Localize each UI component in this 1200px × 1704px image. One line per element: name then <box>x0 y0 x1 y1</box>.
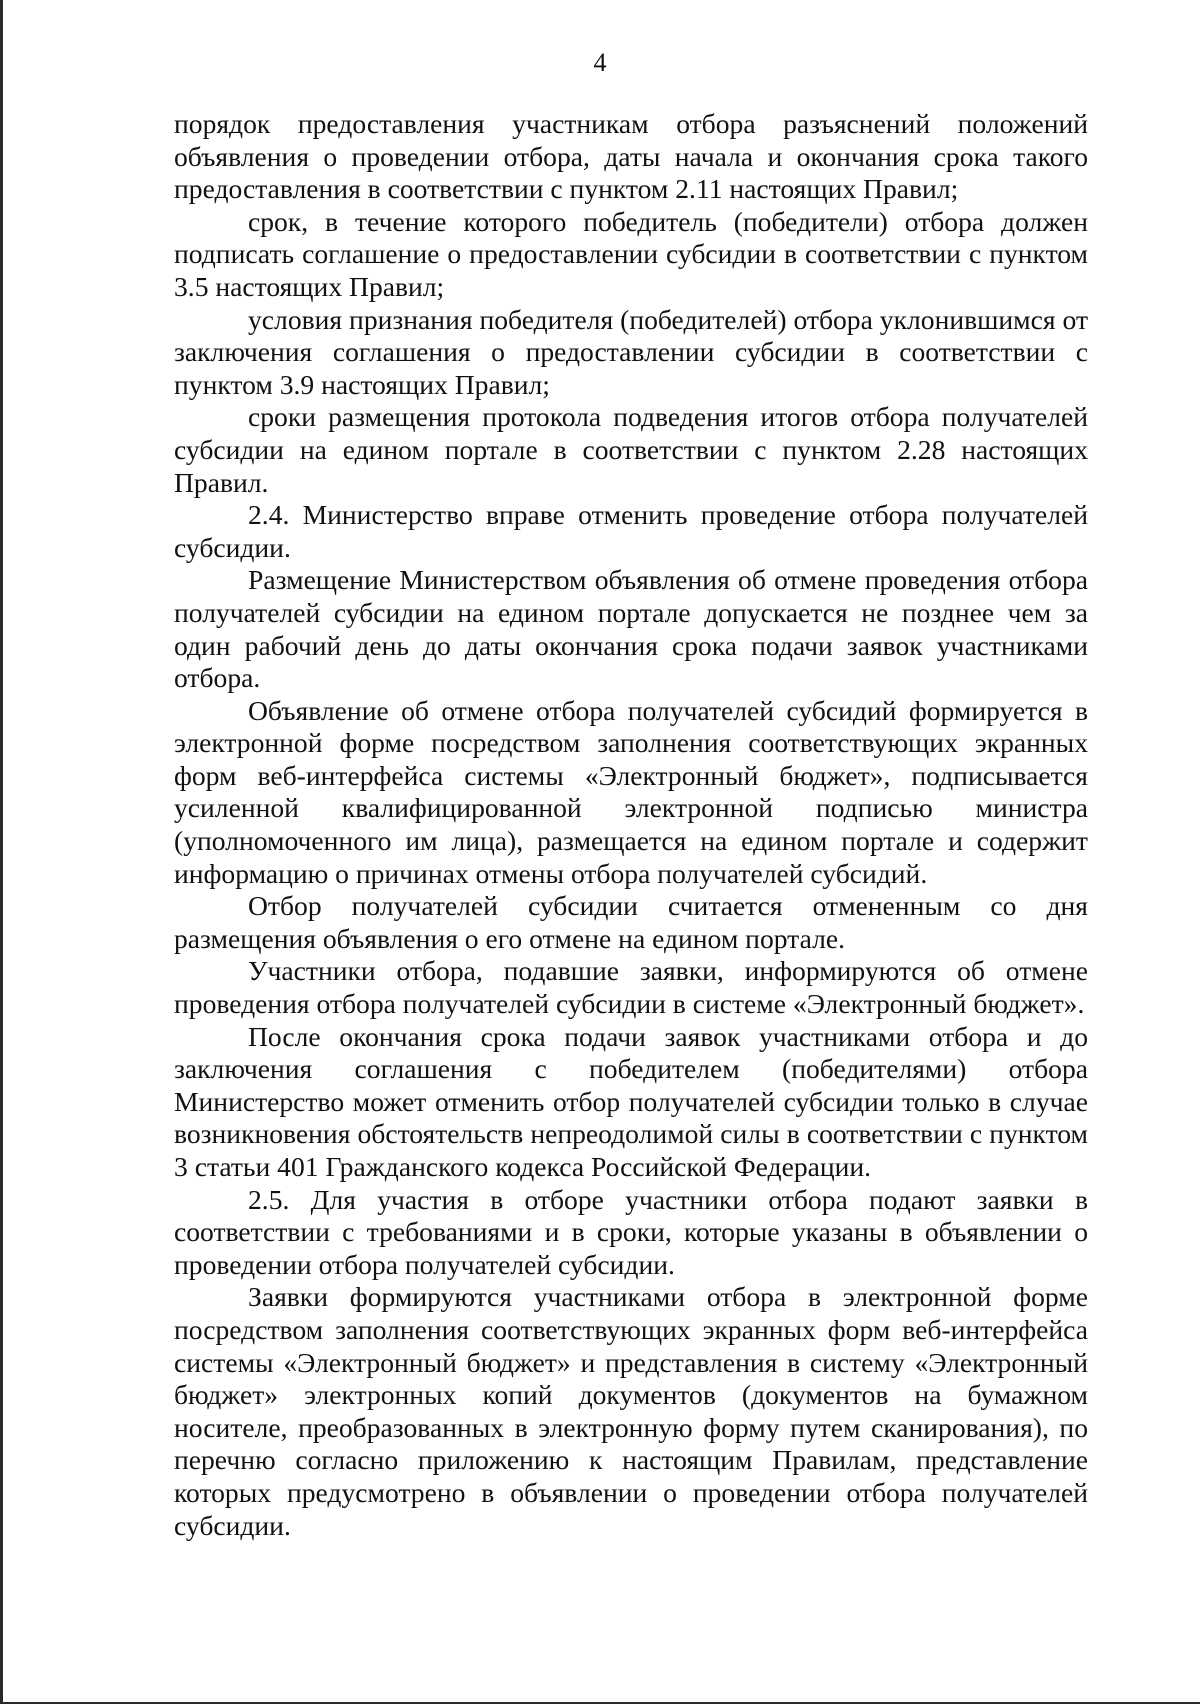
paragraph: сроки размещения протокола подведения итогов отбора получателей субсидии на едином портале в соответствии с пунктом 2.28 настоящих Правил. <box>174 401 1088 498</box>
paragraph: порядок предоставления участникам отбора разъяснений положений объявления о проведении отбора, даты начала и окончания срока такого предоставления в соответствии с пунктом 2.11 настоящих Правил; <box>174 108 1088 205</box>
paragraph: Участники отбора, подавшие заявки, информируются об отмене проведения отбора получателей субсидии в системе «Электронный бюджет». <box>174 955 1088 1020</box>
paragraph: 2.4. Министерство вправе отменить проведение отбора получателей субсидии. <box>174 499 1088 563</box>
document-body <box>174 108 1088 1542</box>
paragraph: Размещение Министерством объявления об отмене проведения отбора получателей субсидии на едином портале допускается не позднее чем за один рабочий день до даты окончания срока подачи заявок участниками отбора. <box>174 564 1088 694</box>
paragraph: срок, в течение которого победитель (победители) отбора должен подписать соглашение о предоставлении субсидии в соответствии с пунктом 3.5 настоящих Правил; <box>174 205 1088 302</box>
scan-edge-left <box>0 0 3 1704</box>
paragraph: Отбор получателей субсидии считается отмененным со дня размещения объявления о его отмене на едином портале. <box>174 890 1088 954</box>
paragraph: 2.5. Для участия в отборе участники отбора подают заявки в соответствии с требованиями и в сроки, которые указаны в объявлении о проведении отбора получателей субсидии. <box>174 1183 1088 1280</box>
page-number: 4 <box>593 48 607 77</box>
paragraph: Объявление об отмене отбора получателей субсидий формируется в электронной форме посредством заполнения соответствующих экранных форм веб-интерфейса системы «Электронный бюджет», подписывается усиленной квалифицированной электронной подписью министра (уполномоченного им лица), размещается на едином портале и содержит информацию о причинах отмены отбора получателей субсидий. <box>174 694 1088 889</box>
paragraph: условия признания победителя (победителей) отбора уклонившимся от заключения соглашения о предоставлении субсидии в соответствии с пунктом 3.9 настоящих Правил; <box>174 303 1088 400</box>
paragraph: После окончания срока подачи заявок участниками отбора и до заключения соглашения с победителем (победителями) отбора Министерство может отменить отбор получателей субсидии только в случае возникновения обстоятельств непреодолимой силы в соответствии с пунктом 3 статьи 401 Гражданского кодекса Российской Федерации. <box>174 1020 1088 1182</box>
paragraph: Заявки формируются участниками отбора в электронной форме посредством заполнения соответствующих экранных форм веб-интерфейса системы «Электронный бюджет» и представления в систему «Электронный бюджет» электронных копий документов (документов на бумажном носителе, преобразованных в электронную форму путем сканирования), по перечню согласно приложению к настоящим Правилам, представление которых предусмотрено в объявлении о проведении отбора получателей субсидии. <box>174 1281 1088 1541</box>
